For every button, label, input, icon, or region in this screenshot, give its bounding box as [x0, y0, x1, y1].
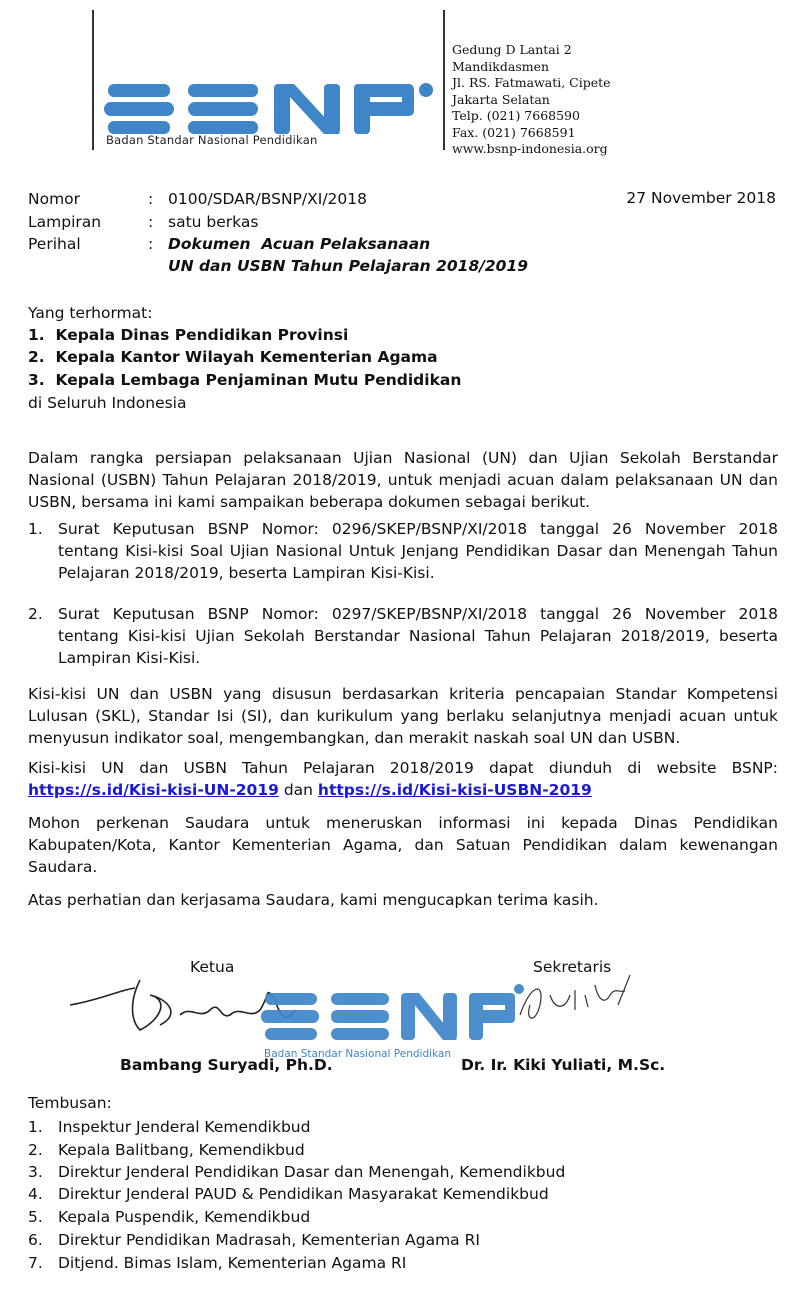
tembusan-text: Direktur Pendidikan Madrasah, Kementerian Agama RI	[58, 1231, 480, 1249]
document-list-item: Surat Keputusan BSNP Nomor: 0297/SKEP/BSNP/XI/2018 tanggal 26 November 2018 tentang Kisi-kisi Ujian Sekolah Berstandar Nasional Tahun Pelajaran 2018/2019, beserta Lampiran Kisi-Kisi.	[58, 605, 778, 667]
link-kisi-kisi-usbn[interactable]: https://s.id/Kisi-kisi-USBN-2019	[317, 781, 592, 799]
perihal-colon: :	[148, 235, 154, 253]
tembusan-item	[28, 1139, 305, 1162]
tembusan-number: 4.	[28, 1185, 43, 1203]
tembusan-item	[28, 1206, 310, 1229]
address-line: Jl. RS. Fatmawati, Cipete	[452, 75, 611, 90]
letterhead-left-rule	[92, 10, 94, 150]
lampiran-value: satu berkas	[168, 213, 259, 231]
tembusan-number: 2.	[28, 1141, 43, 1159]
tembusan-number: 6.	[28, 1231, 43, 1249]
tembusan-item	[28, 1183, 549, 1206]
tembusan-item	[28, 1116, 310, 1139]
download-text: Kisi-kisi UN dan USBN Tahun Pelajaran 2018/2019 dapat diunduh di website BSNP:	[28, 759, 778, 777]
tembusan-item	[28, 1229, 480, 1252]
tembusan-item	[28, 1252, 406, 1275]
letter-date: 27 November 2018	[626, 189, 776, 207]
tembusan-text: Direktur Jenderal Pendidikan Dasar dan Menengah, Kemendikbud	[58, 1163, 566, 1181]
perihal-line-1: Dokumen Acuan Pelaksanaan	[168, 235, 431, 253]
address-website: www.bsnp-indonesia.org	[452, 141, 608, 156]
document-list-item: Surat Keputusan BSNP Nomor: 0296/SKEP/BSNP/XI/2018 tanggal 26 November 2018 tentang Kisi-kisi Soal Ujian Nasional Untuk Jenjang Pendidikan Dasar dan Menengah Tahun Pelajaran 2018/2019, beserta Lampiran Kisi-Kisi.	[58, 520, 778, 582]
address-fax: Fax. (021) 7668591	[452, 124, 576, 140]
tembusan-number: 7.	[28, 1254, 43, 1272]
lampiran-colon: :	[148, 213, 154, 231]
address-line: Mandikdasmen	[452, 58, 550, 74]
recipient-item: 1. Kepala Dinas Pendidikan Provinsi	[28, 326, 349, 344]
nomor-colon: :	[148, 190, 154, 208]
nomor-value: 0100/SDAR/BSNP/XI/2018	[168, 190, 367, 208]
tembusan-text: Kepala Balitbang, Kemendikbud	[58, 1141, 305, 1159]
stamp-letters	[261, 984, 524, 1040]
letterhead-address	[452, 42, 611, 158]
mohon-paragraph: Mohon perkenan Saudara untuk meneruskan informasi ini kepada Dinas Pendidikan Kabupaten/Kota, Kantor Kementerian Agama, dan Satuan Pendidikan dalam kewenangan Saudara.	[28, 814, 778, 876]
download-links	[28, 781, 592, 799]
perihal-label: Perihal	[28, 235, 81, 253]
tembusan-text: Ditjend. Bimas Islam, Kementerian Agama RI	[58, 1254, 407, 1272]
intro-paragraph: Dalam rangka persiapan pelaksanaan Ujian Nasional (UN) dan Ujian Sekolah Berstandar Nasional (USBN) Tahun Pelajaran 2018/2019, untuk menjadi acuan dalam pelaksanaan UN dan USBN, bersama ini kami sampaikan beberapa dokumen sebagai berikut.	[28, 449, 778, 511]
address-phone: Telp. (021) 7668590	[452, 108, 580, 123]
lampiran-label: Lampiran	[28, 213, 102, 231]
stamp-subtitle: Badan Standar Nasional Pendidikan	[264, 1048, 452, 1060]
greeting: Yang terhormat:	[28, 304, 153, 322]
perihal-line-2: UN dan USBN Tahun Pelajaran 2018/2019	[168, 257, 529, 275]
ketua-name: Bambang Suryadi, Ph.D.	[120, 1056, 333, 1074]
sekretaris-name: Dr. Ir. Kiki Yuliati, M.Sc.	[461, 1056, 666, 1074]
recipient-item: 2. Kepala Kantor Wilayah Kementerian Agama	[28, 348, 438, 366]
kisi-paragraph: Kisi-kisi UN dan USBN yang disusun berdasarkan kriteria pencapaian Standar Kompetensi Lulusan (SKL), Standar Isi (SI), dan kurikulum yang berlaku selanjutnya menjadi acuan untuk menyusun indikator soal, mengembangkan, dan merakit naskah soal UN dan USBN.	[28, 685, 778, 747]
ketua-title: Ketua	[190, 958, 235, 976]
document-list-number: 2.	[28, 605, 43, 623]
link-separator: dan	[278, 781, 318, 799]
bsnp-logo-letters	[104, 83, 433, 134]
link-kisi-kisi-un[interactable]: https://s.id/Kisi-kisi-UN-2019	[28, 781, 279, 799]
address-line: Gedung D Lantai 2	[452, 42, 572, 57]
tembusan-number: 1.	[28, 1118, 43, 1136]
tembusan-heading: Tembusan:	[28, 1094, 112, 1112]
tembusan-text: Direktur Jenderal PAUD & Pendidikan Masyarakat Kemendikbud	[58, 1185, 549, 1203]
thanks-paragraph: Atas perhatian dan kerjasama Saudara, kami mengucapkan terima kasih.	[28, 891, 599, 909]
tembusan-text: Kepala Puspendik, Kemendikbud	[58, 1208, 311, 1226]
download-paragraph	[28, 757, 778, 801]
tembusan-number: 5.	[28, 1208, 43, 1226]
nomor-label: Nomor	[28, 190, 81, 208]
sekretaris-title: Sekretaris	[533, 958, 612, 976]
recipient-closing: di Seluruh Indonesia	[28, 394, 187, 412]
address-line: Jakarta Selatan	[452, 91, 550, 107]
document-list-number: 1.	[28, 520, 43, 538]
logo-subtitle: Badan Standar Nasional Pendidikan	[106, 133, 318, 147]
recipient-item: 3. Kepala Lembaga Penjaminan Mutu Pendidikan	[28, 371, 462, 389]
tembusan-number: 3.	[28, 1163, 43, 1181]
letterhead-right-rule	[443, 10, 445, 150]
tembusan-item	[28, 1161, 565, 1184]
tembusan-text: Inspektur Jenderal Kemendikbud	[58, 1118, 311, 1136]
